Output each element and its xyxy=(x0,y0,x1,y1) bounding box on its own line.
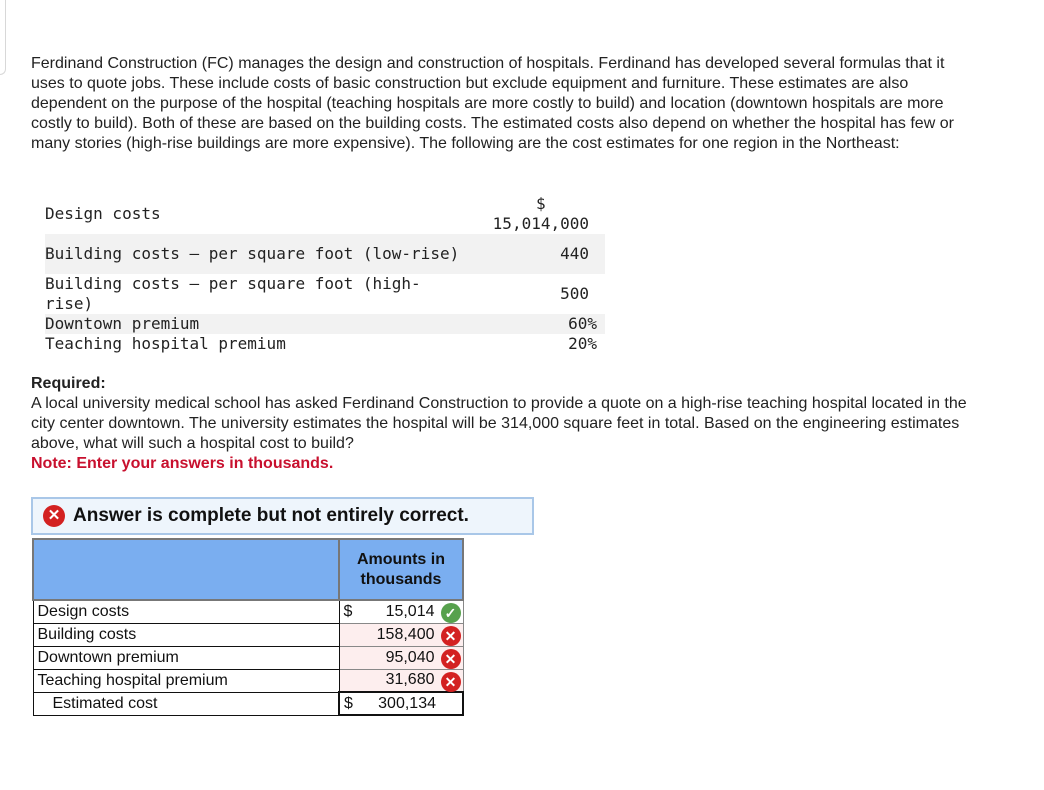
row-label: Building costs xyxy=(33,623,339,646)
amount-value: 31,680 xyxy=(385,671,435,689)
check-icon: ✓ xyxy=(441,603,461,623)
row-label: Teaching hospital premium xyxy=(33,669,339,692)
estimate-row-design xyxy=(45,194,605,234)
x-icon: ✕ xyxy=(441,626,461,646)
row-label: Estimated cost xyxy=(33,692,339,715)
downtown-premium-input[interactable] xyxy=(339,646,463,669)
estimate-value: 60% xyxy=(568,314,597,333)
result-banner xyxy=(31,497,534,535)
estimate-label: Design costs xyxy=(45,204,161,223)
x-icon: ✕ xyxy=(441,649,461,669)
banner-text: Answer is complete but not entirely correct. xyxy=(73,505,469,526)
estimate-label: Teaching hospital premium xyxy=(45,334,286,353)
answer-row-downtown xyxy=(33,646,463,669)
estimate-value: 20% xyxy=(568,334,597,353)
answer-row-building xyxy=(33,623,463,646)
amount-value: 158,400 xyxy=(376,625,435,643)
answer-row-total xyxy=(33,692,463,715)
estimate-value: 500 xyxy=(560,284,589,303)
estimate-label: Building costs – per square foot (low-rise) xyxy=(45,244,460,263)
estimate-label: Building costs – per square foot (high-rise) xyxy=(45,274,421,313)
building-costs-input[interactable] xyxy=(339,623,463,646)
x-icon: ✕ xyxy=(441,672,461,692)
amounts-header: Amounts in thousands xyxy=(339,539,463,600)
row-label: Downtown premium xyxy=(33,646,339,669)
left-panel-edge xyxy=(0,0,6,75)
amount-value: 15,014 xyxy=(385,602,435,620)
x-icon: ✕ xyxy=(43,505,65,527)
estimate-row-highrise xyxy=(45,274,605,314)
required-note: Note: Enter your answers in thousands. xyxy=(31,455,334,472)
estimate-row-lowrise xyxy=(45,234,605,274)
estimate-row-downtown xyxy=(45,314,605,334)
amount-value: 300,134 xyxy=(378,694,436,712)
required-title: Required: xyxy=(31,375,106,392)
answer-row-teaching xyxy=(33,669,463,692)
required-section xyxy=(31,374,991,474)
estimate-row-teaching xyxy=(45,334,605,354)
header-blank-cell xyxy=(33,539,339,600)
estimate-value: 440 xyxy=(560,244,589,263)
answer-table xyxy=(32,538,464,716)
estimated-cost-value xyxy=(339,692,463,715)
amount-value: 95,040 xyxy=(385,648,435,666)
teaching-premium-input[interactable] xyxy=(339,669,463,692)
estimate-label: Downtown premium xyxy=(45,314,200,333)
estimates-table xyxy=(45,194,605,354)
problem-intro: Ferdinand Construction (FC) manages the design and construction of hospitals. Ferdinand has developed several formulas that it uses to quote jobs. These include costs of basic construction but exclude equipment and furniture. These estimates are also dependent on the purpose of the hospital (teaching hospitals are more costly to build) and location (downtown hospitals are more costly to build). Both of these are based on the building costs. The estimated costs also depend on whether the hospital has few or many stories (high-rise buildings are more expensive). The following are the cost estimates for one region in the Northeast: xyxy=(31,55,954,152)
row-label: Design costs xyxy=(33,600,339,623)
estimate-value: $ 15,014,000 xyxy=(492,194,589,233)
answer-row-design xyxy=(33,600,463,623)
currency-sign: $ xyxy=(344,694,353,712)
required-text: A local university medical school has asked Ferdinand Construction to provide a quote on a high-rise teaching hospital located in the city center downtown. The university estimates the hospital will be 314,000 square feet in total. Based on the engineering estimates above, what will such a hospital cost to build? xyxy=(31,395,967,452)
currency-sign: $ xyxy=(343,602,353,620)
answer-header-row xyxy=(33,539,463,600)
design-costs-input[interactable] xyxy=(339,600,463,623)
